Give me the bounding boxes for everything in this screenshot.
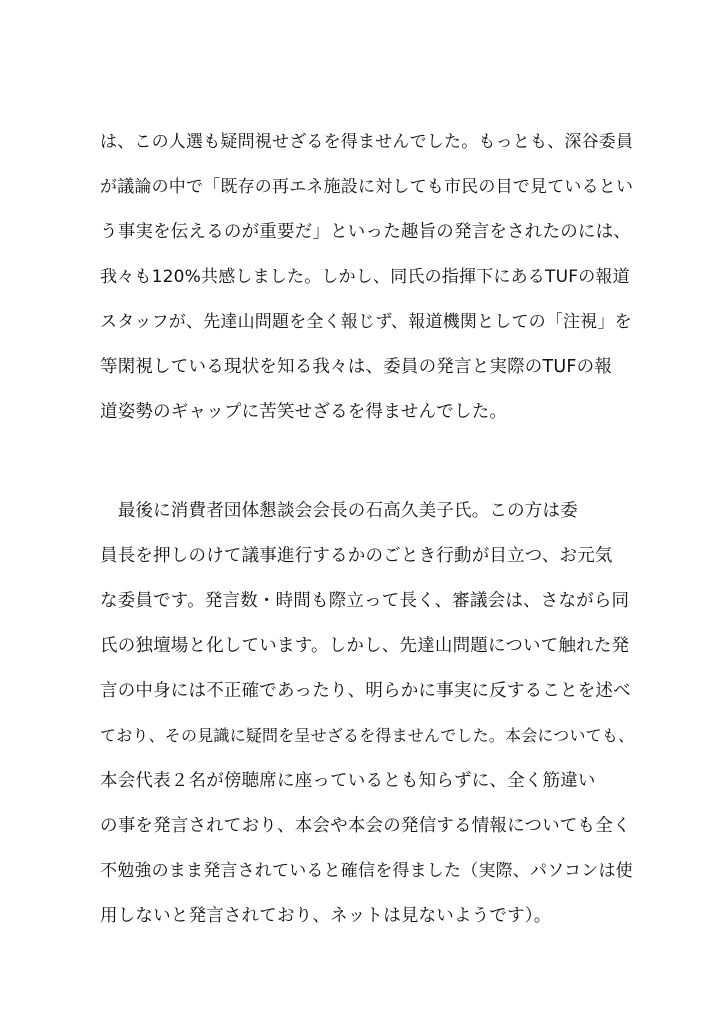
- text-line: 不勉強のまま発言されていると確信を得ました（実際、パソコンは使: [100, 861, 633, 881]
- text-line: 我々も120%共感しました。しかし、同氏の指揮下にあるTUFの報道: [100, 267, 630, 287]
- text-line: 用しないと発言されており、ネットは見ないようです）。: [100, 906, 552, 926]
- text-line: 言の中身には不正確であったり、明らかに事実に反することを述べ: [100, 681, 631, 701]
- text-line: 最後に消費者団体懇談会会長の石高久美子氏。この方は委: [100, 501, 578, 521]
- paragraph-1: [100, 127, 640, 442]
- text-line: う事実を伝えるのが重要だ」といった趣旨の発言をされたのには、: [100, 222, 631, 242]
- text-line: 道姿勢のギャップに苦笑せざるを得ませんでした。: [100, 402, 508, 422]
- text-line: の事を発言されており、本会や本会の発信する情報についても全く: [100, 816, 631, 836]
- text-line: ており、その見識に疑問を呈せざるを得ませんでした。本会についても、: [100, 726, 635, 745]
- paragraph-2: [100, 496, 640, 946]
- text-line: な委員です。発言数・時間も際立って長く、審議会は、さながら同: [100, 591, 630, 611]
- text-line: スタッフが、先達山問題を全く報じず、報道機関としての「注視」を: [100, 312, 632, 332]
- text-line: は、この人選も疑問視せざるを得ませんでした。もっとも、深谷委員: [100, 132, 634, 152]
- text-line: 員長を押しのけて議事進行するかのごとき行動が目立つ、お元気: [100, 546, 613, 566]
- text-line: が議論の中で「既存の再エネ施設に対しても市民の目で見ているとい: [100, 177, 634, 197]
- text-line: 氏の独壇場と化しています。しかし、先達山問題について触れた発: [100, 636, 630, 656]
- text-line: 本会代表２名が傍聴席に座っているとも知らずに、全く筋違い: [100, 771, 596, 791]
- text-line: 等閑視している現状を知る我々は、委員の発言と実際のTUFの報: [100, 357, 613, 377]
